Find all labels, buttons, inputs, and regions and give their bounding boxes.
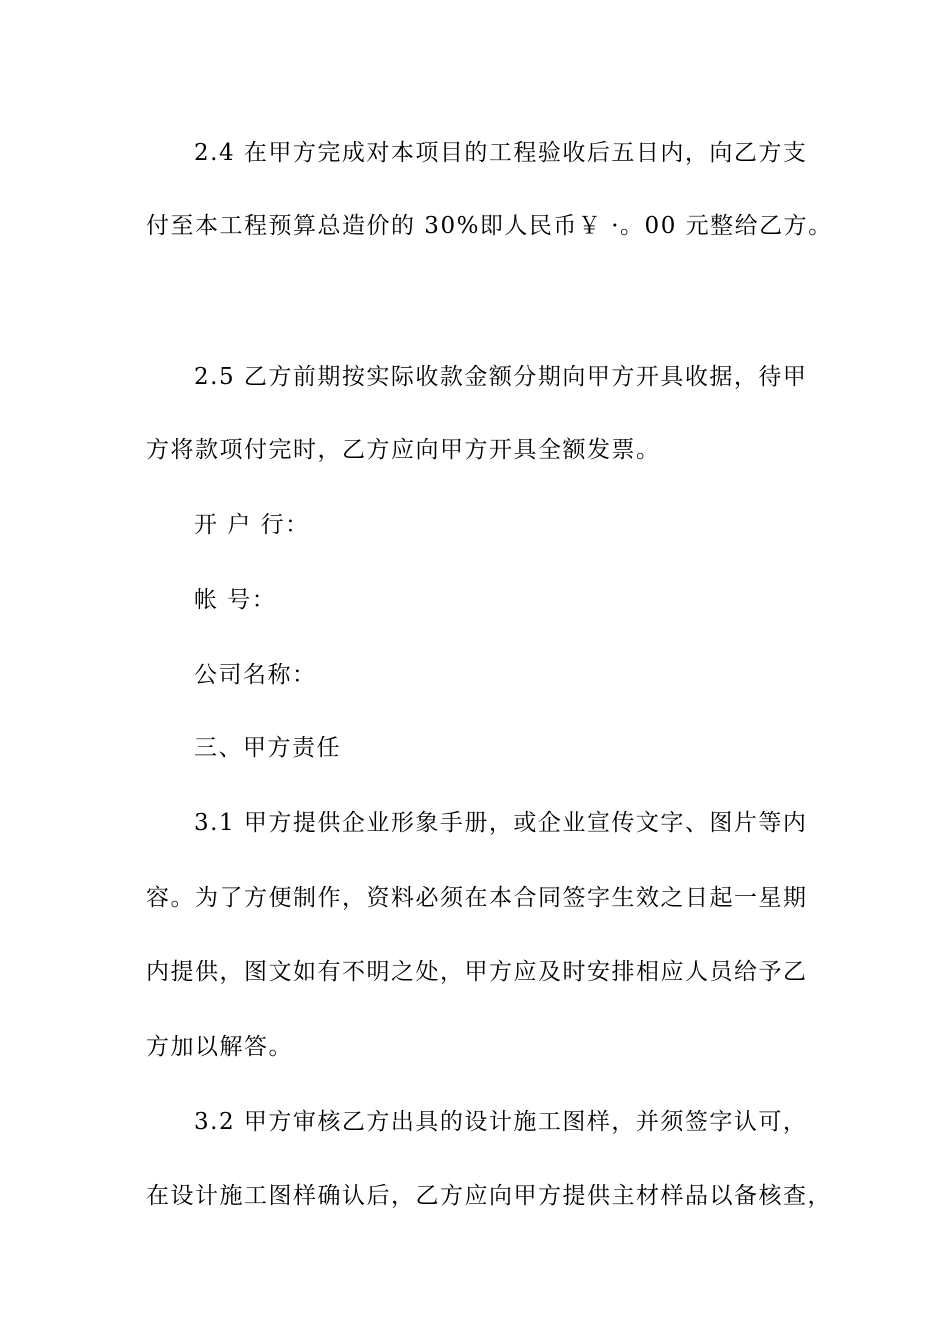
clause-3-2-line-2: 在设计施工图样确认后，乙方应向甲方提供主材样品以备核查， <box>146 1183 832 1209</box>
clause-3-1-line-1: 3.1 甲方提供企业形象手册，或企业宣传文字、图片等内 <box>194 810 808 836</box>
clause-2-5-line-2: 方将款项付完时，乙方应向甲方开具全额发票。 <box>146 437 661 463</box>
clause-3-2-line-1: 3.2 甲方审核乙方出具的设计施工图样，并须签字认可， <box>194 1109 808 1135</box>
bank-field-label: 开 户 行： <box>194 512 310 538</box>
clause-2-4-line-1: 2.4 在甲方完成对本项目的工程验收后五日内，向乙方支 <box>194 140 808 166</box>
section-heading: 三、甲方责任 <box>194 735 341 761</box>
clause-2-4-line-2: 付至本工程预算总造价的 30%即人民币￥ ·。00 元整给乙方。 <box>146 213 833 239</box>
clause-3-1-line-2: 容。为了方便制作，资料必须在本合同签字生效之日起一星期 <box>146 885 808 911</box>
clause-3-1-line-4: 方加以解答。 <box>146 1034 293 1060</box>
account-field-label: 帐 号： <box>194 587 277 613</box>
company-name-field-label: 公司名称： <box>194 662 317 688</box>
clause-2-5-line-1: 2.5 乙方前期按实际收款金额分期向甲方开具收据，待甲 <box>194 364 808 390</box>
clause-3-1-line-3: 内提供，图文如有不明之处，甲方应及时安排相应人员给予乙 <box>146 959 808 985</box>
